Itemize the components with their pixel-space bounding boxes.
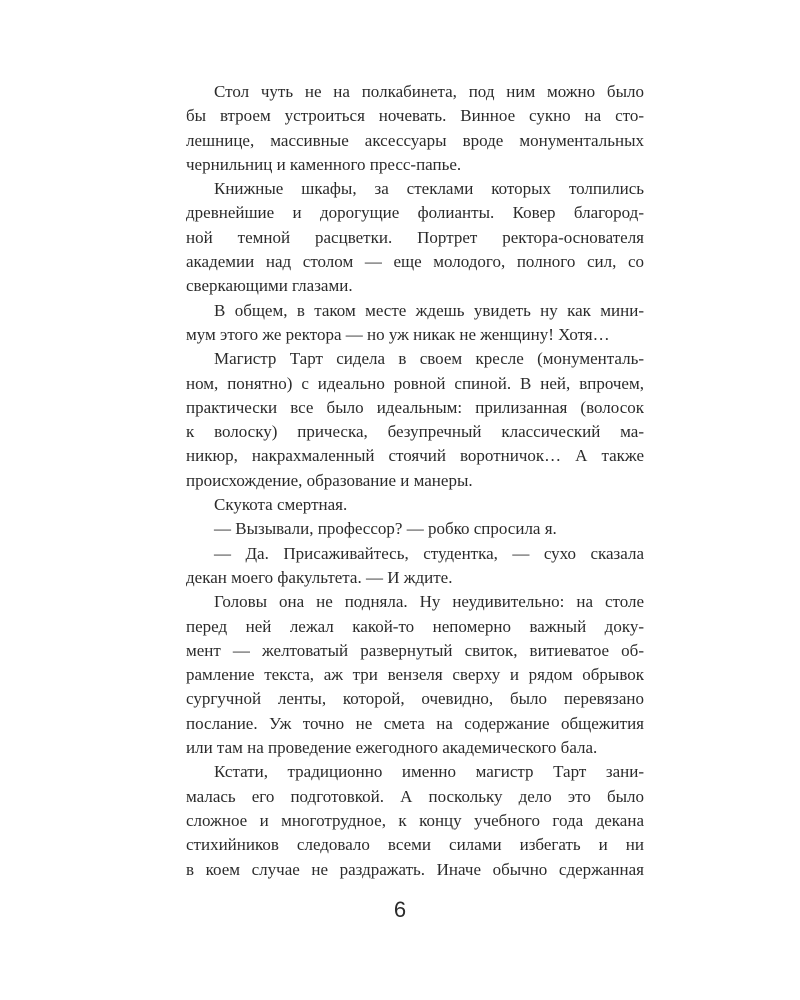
text-line: древнейшие и дорогущие фолианты. Ковер благород-	[186, 203, 644, 223]
text-line: практически все было идеальным: прилизанная (волосок	[186, 397, 644, 417]
paragraph	[186, 80, 644, 177]
text-line: сургучной ленты, которой, очевидно, было перевязано	[186, 689, 644, 709]
text-line: малась его подготовкой. А поскольку дело это было	[186, 786, 644, 806]
page-number: 6	[393, 897, 407, 922]
text-line: послание. Уж точно не смета на содержание общежития	[186, 713, 644, 733]
paragraph	[186, 299, 644, 348]
text-line: декан моего факультета. — И ждите.	[186, 567, 453, 587]
text-line: — Вызывали, профессор? — робко спросила я.	[214, 519, 557, 539]
text-line: перед ней лежал какой-то непомерно важный доку-	[186, 616, 644, 636]
text-line: или там на проведение ежегодного академического бала.	[186, 738, 598, 758]
text-line: Магистр Тарт сидела в своем кресле (монументаль-	[214, 349, 644, 369]
text-line: мум этого же ректора — но уж никак не женщину! Хотя…	[186, 324, 610, 344]
paragraph	[186, 493, 644, 517]
text-line: стихийников следовало всеми силами избегать и ни	[186, 835, 644, 855]
text-line: мент — желтоватый развернутый свиток, витиеватое об-	[186, 640, 644, 660]
paragraph	[186, 517, 644, 541]
text-line: никюр, накрахмаленный стоячий воротничок… А также	[186, 446, 644, 466]
text-line: В общем, в таком месте ждешь увидеть ну как мини-	[214, 300, 644, 320]
text-line: академии над столом — еще молодого, полного сил, со	[186, 252, 644, 272]
text-line: Стол чуть не на полкабинета, под ним можно было	[214, 82, 644, 101]
paragraph	[186, 177, 644, 298]
paragraph	[186, 760, 644, 881]
text-line: — Да. Присаживайтесь, студентка, — сухо сказала	[214, 543, 644, 563]
text-line: к волоску) прическа, безупречный классический ма-	[186, 422, 644, 442]
text-line: происхождение, образование и манеры.	[186, 470, 473, 490]
text-line: чернильниц и каменного пресс-папье.	[186, 154, 462, 174]
text-line: лешнице, массивные аксессуары вроде монументальных	[186, 130, 644, 150]
body-text	[186, 80, 644, 882]
text-line: сверкающими глазами.	[186, 276, 353, 296]
text-line: ном, понятно) с идеально ровной спиной. В ней, впрочем,	[186, 373, 644, 393]
text-line: в коем случае не раздражать. Иначе обычно сдержанная	[186, 859, 644, 879]
text-line: Кстати, традиционно именно магистр Тарт зани-	[214, 762, 644, 782]
paragraph	[186, 542, 644, 591]
text-line: сложное и многотрудное, к концу учебного года декана	[186, 810, 644, 830]
paragraph	[186, 347, 644, 493]
text-line: Головы она не подняла. Ну неудивительно: на столе	[214, 592, 644, 612]
text-line: Книжные шкафы, за стеклами которых толпились	[214, 179, 644, 199]
paragraph	[186, 590, 644, 760]
text-line: Скукота смертная.	[214, 495, 348, 515]
text-line: ной темной расцветки. Портрет ректора-основателя	[186, 227, 644, 247]
text-line: рамление текста, аж три вензеля сверху и рядом обрывок	[186, 665, 644, 685]
text-line: бы втроем устроиться ночевать. Винное сукно на сто-	[186, 106, 644, 126]
